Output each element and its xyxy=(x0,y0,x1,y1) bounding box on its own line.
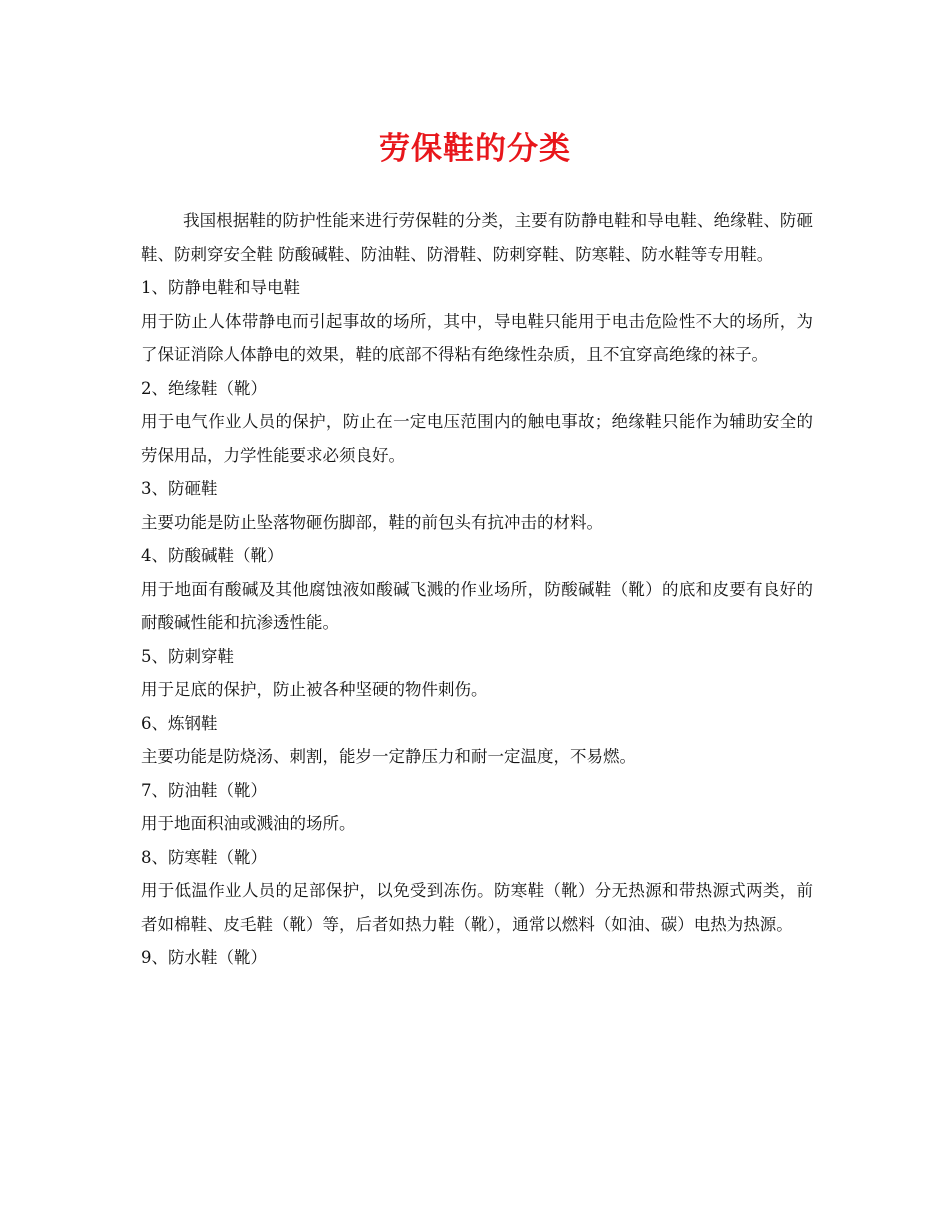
section-body-3: 主要功能是防止坠落物砸伤脚部，鞋的前包头有抗冲击的材料。 xyxy=(141,512,603,532)
document-title: 劳保鞋的分类 xyxy=(379,131,571,167)
section-heading-4: 4、防酸碱鞋（靴） xyxy=(141,546,284,565)
intro-paragraph: 我国根据鞋的防护性能来进行劳保鞋的分类，主要有防静电鞋和导电鞋、绝缘鞋、防砸鞋、防刺穿安全鞋 防酸碱鞋、防油鞋、防滑鞋、防刺穿鞋、防寒鞋、防水鞋等专用鞋。 xyxy=(141,211,813,264)
section-body-1: 用于防止人体带静电而引起事故的场所，其中，导电鞋只能用于电击危险性不大的场所，为了保证消除人体静电的效果，鞋的底部不得粘有绝缘性杂质，且不宜穿高绝缘的袜子。 xyxy=(141,311,813,364)
section-body-2: 用于电气作业人员的保护，防止在一定电压范围内的触电事故；绝缘鞋只能作为辅助安全的劳保用品，力学性能要求必须良好。 xyxy=(141,412,813,465)
section-heading-1: 1、防静电鞋和导电鞋 xyxy=(141,278,300,297)
section-body-6: 主要功能是防烧汤、刺割，能岁一定静压力和耐一定温度，不易燃。 xyxy=(141,747,636,766)
section-body-5: 用于足底的保护，防止被各种坚硬的物件刺伤。 xyxy=(141,680,488,699)
section-heading-5: 5、防刺穿鞋 xyxy=(141,646,234,666)
section-heading-3: 3、防砸鞋 xyxy=(141,479,218,498)
document-body xyxy=(141,204,813,975)
section-heading-8: 8、防寒鞋（靴） xyxy=(141,847,267,867)
section-heading-6: 6、炼钢鞋 xyxy=(141,713,218,733)
section-heading-2: 2、绝缘鞋（靴） xyxy=(141,378,267,398)
section-heading-9: 9、防水鞋（靴） xyxy=(141,948,267,967)
section-body-4: 用于地面有酸碱及其他腐蚀液如酸碱飞溅的作业场所，防酸碱鞋（靴）的底和皮要有良好的耐酸碱性能和抗渗透性能。 xyxy=(141,579,813,632)
section-body-7: 用于地面积油或溅油的场所。 xyxy=(141,814,356,833)
section-heading-7: 7、防油鞋（靴） xyxy=(141,780,267,800)
section-body-8: 用于低温作业人员的足部保护，以免受到冻伤。防寒鞋（靴）分无热源和带热源式两类，前者如棉鞋、皮毛鞋（靴）等，后者如热力鞋（靴），通常以燃料（如油、碳）电热为热源。 xyxy=(141,881,813,934)
